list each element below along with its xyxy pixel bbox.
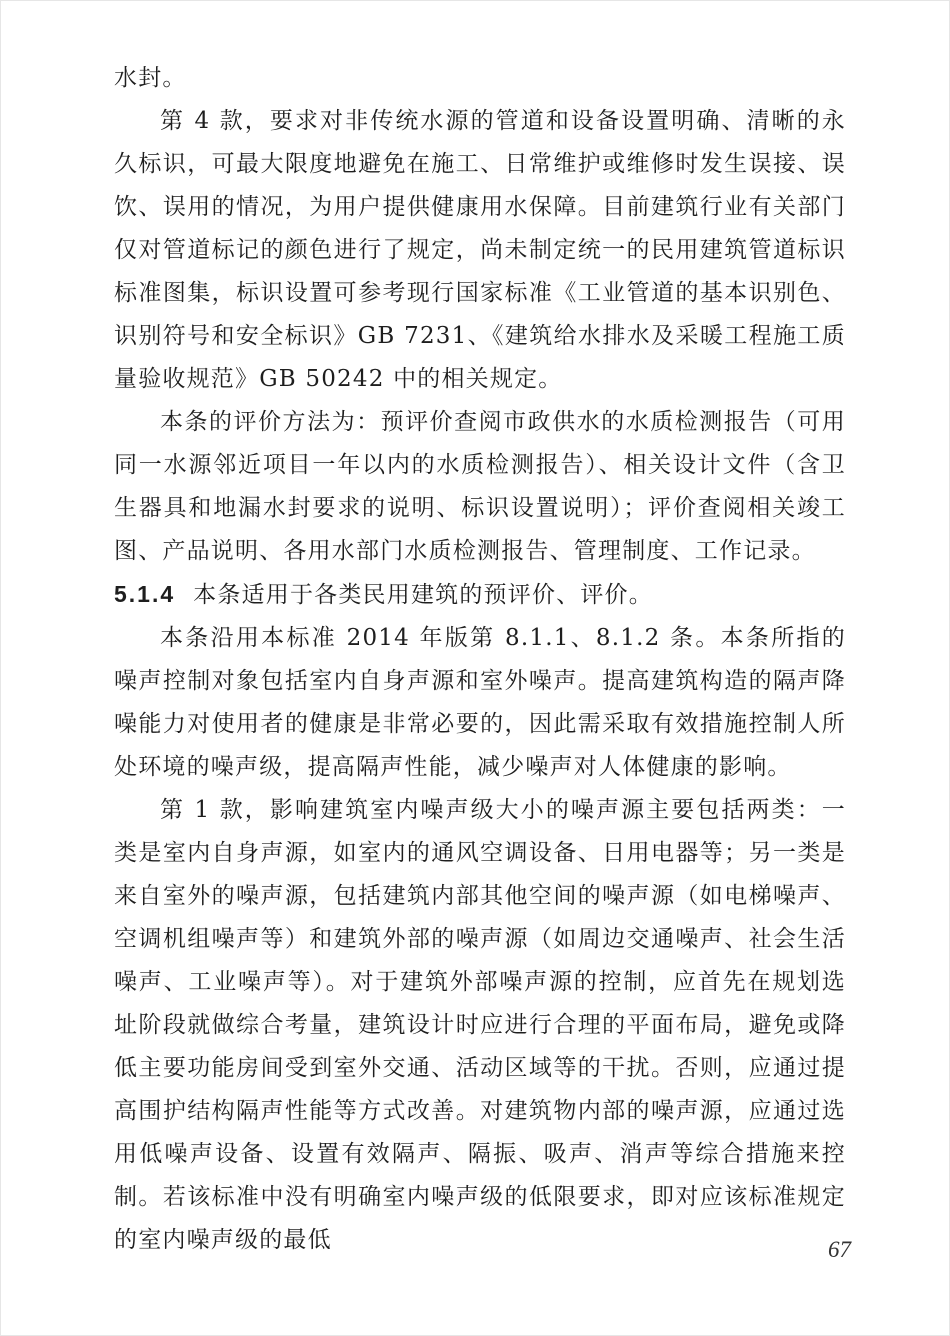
paragraph-noise-control: 本条沿用本标准 2014 年版第 8.1.1、8.1.2 条。本条所指的噪声控制对象包括室内自身声源和室外噪声。提高建筑构造的隔声降噪能力对使用者的健康是非常必要的，因此需采取有效措施控制人所处环境的噪声级，提高隔声性能，减少噪声对人体健康的影响。 — [114, 625, 846, 780]
paragraph-evaluation-method: 本条的评价方法为：预评价查阅市政供水的水质检测报告（可用同一水源邻近项目一年以内的水质检测报告）、相关设计文件（含卫生器具和地漏水封要求的说明、标识设置说明）；评价查阅相关竣工图、产品说明、各用水部门水质检测报告、管理制度、工作记录。 — [114, 409, 846, 564]
paragraph-continuation: 水封。 — [114, 65, 187, 91]
clause-number: 5.1.4 — [114, 581, 176, 607]
clause-text: 本条适用于各类民用建筑的预评价、评价。 — [193, 582, 653, 608]
paragraph-clause-item-1: 第 1 款，影响建筑室内噪声级大小的噪声源主要包括两类：一类是室内自身声源，如室内的通风空调设备、日用电器等；另一类是来自室外的噪声源，包括建筑内部其他空间的噪声源（如电梯噪声、空调机组噪声等）和建筑外部的噪声源（如周边交通噪声、社会生活噪声、工业噪声等）。对于建筑外部噪声源的控制，应首先在规划选址阶段就做综合考量，建筑设计时应进行合理的平面布局，避免或降低主要功能房间受到室外交通、活动区域等的干扰。否则，应通过提高围护结构隔声性能等方式改善。对建筑物内部的噪声源，应通过选用低噪声设备、设置有效隔声、隔振、吸声、消声等综合措施来控制。若该标准中没有明确室内噪声级的低限要求，即对应该标准规定的室内噪声级的最低 — [114, 797, 846, 1253]
paragraph-clause-item-4: 第 4 款，要求对非传统水源的管道和设备设置明确、清晰的永久标识，可最大限度地避免在施工、日常维护或维修时发生误接、误饮、误用的情况，为用户提供健康用水保障。目前建筑行业有关部门仅对管道标记的颜色进行了规定，尚未制定统一的民用建筑管道标识标准图集，标识设置可参考现行国家标准《工业管道的基本识别色、识别符号和安全标识》GB 7231、《建筑给水排水及采暖工程施工质量验收规范》GB 50242 中的相关规定。 — [114, 108, 846, 392]
page-body — [114, 57, 846, 1262]
clause-heading — [114, 573, 846, 617]
page-number: 67 — [828, 1237, 851, 1262]
